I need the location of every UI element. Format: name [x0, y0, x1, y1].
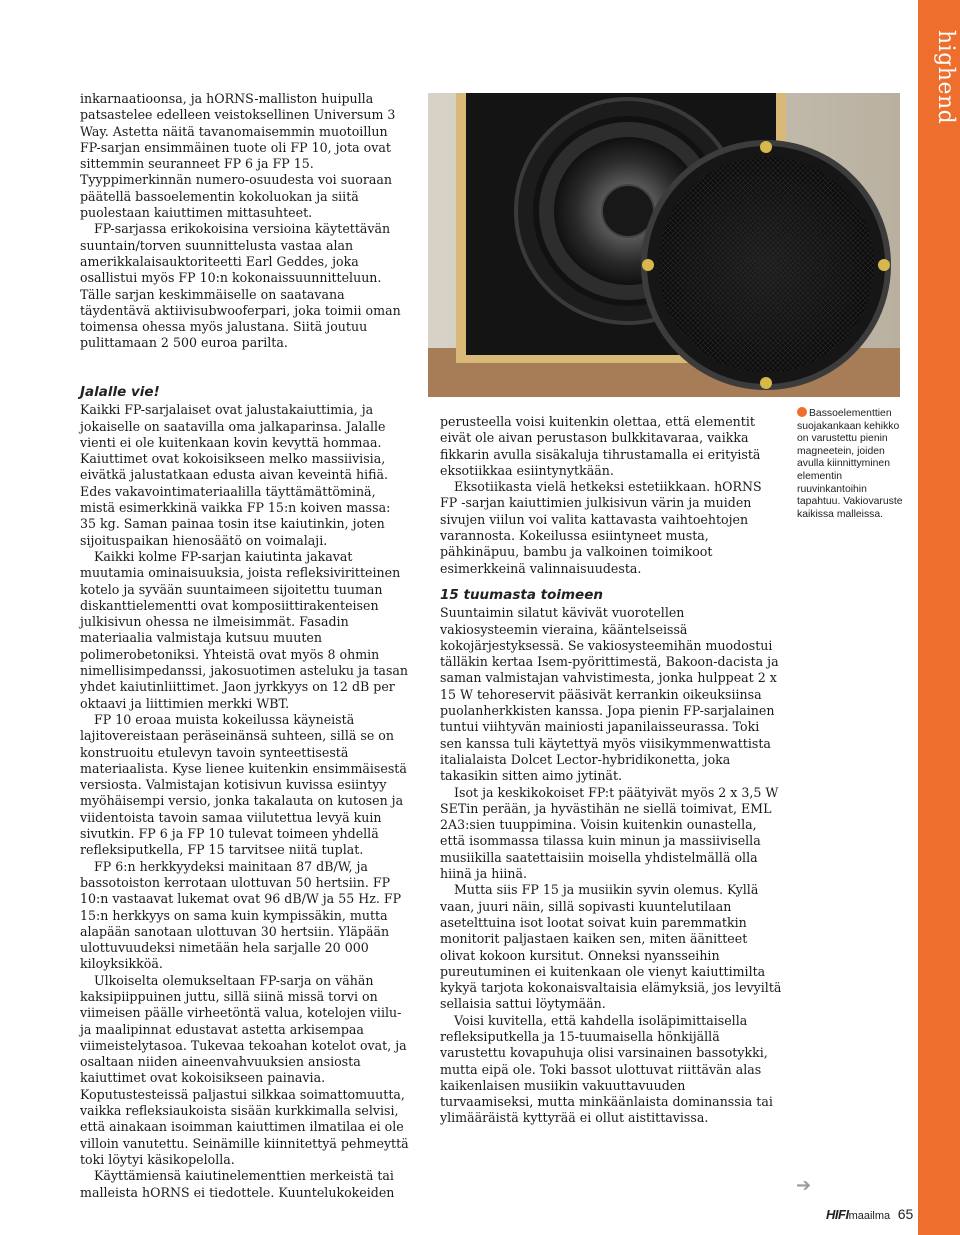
- continue-arrow-icon: ➔: [796, 1175, 812, 1196]
- article-column-right: [440, 414, 782, 1127]
- grille-magnet: [878, 259, 890, 271]
- paragraph: FP-sarjassa erikokoisina versioina käytettävän suuntain/torven suunnittelusta vastaa alan amerikkalaisauktoriteetti Earl Geddes, joka osallistui myös FP 10:n kokonaissuunnitteluun. Tälle sarjan keskimmäiselle on saatavana täydentävä aktiivisubwooferpari, joka toimii oman toimensa ohessa myös jalustana. Siitä joutuu pulittamaan 2 500 euroa parilta.: [80, 221, 401, 351]
- article-column-top: [80, 91, 410, 352]
- subheading: 15 tuumasta toimeen: [440, 586, 603, 603]
- magazine-logo-maailma: maailma: [848, 1210, 891, 1222]
- page-number: 65: [897, 1206, 914, 1222]
- paragraph: perusteella voisi kuitenkin olettaa, että elementit eivät ole aivan perustason bulkkitavaraa, vaikka fikkarin avulla sisäkaluja tihrustamalla ei erityistä eksotiikkaa esiintynytkään.: [440, 414, 761, 478]
- paragraph: Kaikki kolme FP-sarjan kaiutinta jakavat muutamia ominaisuuksia, joista refleksiviritteinen kotelo ja syvään suuntaimeen sijoitettu tuuman diskanttielementti ovat komposiittirakenteisen julkisivun ohessa ne ilmeisimmät. Fasadin materiaalia valmistaja kutsuu muuten polimerobetoniksi. Yhteistä ovat myös 8 ohmin nimellisimpedanssi, jakosuotimen asteluku ja tasan yhdet kaiutinliittimet. Jaon jyrkkyys on 12 dB per oktaavi ja liittimien merkki WBT.: [80, 548, 409, 711]
- magazine-logo-hifi: HIFI: [826, 1207, 849, 1222]
- grille-magnet: [642, 259, 654, 271]
- caption-text: Bassoelementtien suojakankaan kehikko on varustettu pienin magneetein, joiden avulla kiinnittyminen elementin ruuvinkantoihin tapahtuu. Vakiovaruste kaikissa malleissa.: [797, 408, 903, 520]
- photo-caption: [797, 407, 909, 521]
- paragraph: FP 10 eroaa muista kokeilussa käyneistä lajitovereistaan peräseinänsä suhteen, sillä se on konstruoitu etulevyn tavoin synteettisestä materiaalista. Kyse lienee kuitenkin ensimmäisestä versiosta. Valmistajan kotisivun kuvissa esiintyy myöhäisempi versio, jonka takalauta on kutosen ja viidentoista tavoin samaa viilutettua levyä kuin sivutkin. FP 6 ja FP 10 tulevat toimeen yhdellä refleksiputkella, FP 15 tarvitsee niitä tuplat.: [80, 711, 407, 858]
- paragraph: Ulkoiselta olemukseltaan FP-sarja on vähän kaksipiippuinen juttu, sillä siinä missä torvi on viimeisen päälle virheetöntä valua, kotelojen viilu- ja maalipinnat edustavat astetta arkisempaa viimeistelytasoa. Tukevaa tekoahan kotelot ovat, ja osaltaan niiden aineenvahvuuksien ansiosta kaiuttimet ovat kokoisikseen painavia. Koputustesteissä paljastui silkkaa soimattomuutta, vaikka refleksiaukoista sisään kurkkimalla selvisi, että ainakaan isoimman kaiuttimen ilmatilaa ei ole villoin vanutettu. Seinämille kiinnitettyä pehmeyttä toki löytyi käsikopelolla.: [80, 972, 409, 1167]
- article-column-left: [80, 374, 410, 1201]
- grille-magnet: [760, 141, 772, 153]
- grille-mesh: [658, 157, 874, 373]
- subheading: Jalalle vie!: [80, 384, 160, 400]
- paragraph: Kaikki FP-sarjalaiset ovat jalustakaiuttimia, ja jokaiselle on saatavilla oma jalkaparinsa. Jalalle vienti ei ole kuitenkaan kovin kevyttä hommaa. Kaiuttimet ovat kokoisikseen melko massiivisia, eivätkä jalustatkaan edusta aivan keveintä hifiä. Edes vakavointimateriaalilla täyttämättöminä, mistä esimerkkinä vaikka FP 15:n koiven massa: 35 kg. Saman painaa tosin itse kaiutinkin, joten sijoituspaikan hienosäätö on voimalaji.: [80, 402, 391, 548]
- paragraph: FP 6:n herkkyydeksi mainitaan 87 dB/W, ja bassotoiston kerrotaan ulottuvan 50 hertsiin. FP 10:n vastaavat lukemat ovat 96 dB/W ja 55 Hz. FP 15:n herkkyys on sama kuin kympissäkin, mutta alapään sanotaan ulottuvan 30 hertsiin. Yläpään ulottuvuudeksi nimetään hela sarjalle 20 000 kiloyksikköä.: [80, 858, 402, 972]
- paragraph: Eksotiikasta vielä hetkeksi estetiikkaan. hORNS FP -sarjan kaiuttimien julkisivun värin ja muiden sivujen viilun voi valita kattavasta vaihtoehtojen varannosta. Kokeilussa esiintyneet musta, pähkinäpuu, bambu ja valkoinen toimikoot esimerkkeinä valinnaisuudesta.: [440, 479, 762, 576]
- speaker-illustration: [428, 93, 900, 397]
- section-tab-label: highend: [933, 30, 958, 125]
- paragraph: Käyttämiensä kaiutinelementtien merkeistä tai malleista hORNS ei tiedottele. Kuuntelukokeiden: [80, 1168, 395, 1200]
- paragraph: Voisi kuvitella, että kahdella isoläpimittaisella refleksiputkella ja 15-tuumaisella hönkijällä varustettu kovapuhuja olisi varsinainen bassotykki, mutta eipä ole. Toki bassot ulottuvat riittävän alas kaikenlaisen musiikin vakuuttavuuden turvaamiseksi, mutta minkäänlaista dominanssia tai ylimääräistä kyttyrää ei ollut aistittavissa.: [440, 1012, 773, 1126]
- page-footer: [826, 1206, 913, 1222]
- grille-magnet: [760, 377, 772, 389]
- woofer-dustcap: [602, 185, 654, 237]
- paragraph: Suuntaimin silatut kävivät vuorotellen vakiosysteemin vieraina, kääntelseissä kokojärjestyksessä. Se vakiosysteemihän muodostui tälläkin kertaa Isem-pyörittimestä, Bakoon-dacista ja saman valmistajan vahvistimesta, jonka hulppeat 2 x 15 W tehoreservit pääsivät kerrankin oikeuksiinsa puolanherkkisten kanssa. Jopa pienin FP-sarjalainen tuntui viihtyvän mainiosti japanilaisseurassa. Toki sen kanssa tuli käytettyä myös viisikymmenwattista italialaista Dolcet Lector-hybridikonetta, joka takasikin sitten aimo jytinät.: [440, 605, 779, 784]
- paragraph: Mutta siis FP 15 ja musiikin syvin olemus. Kyllä vaan, juuri näin, sillä sopivasti kuuntelutilaan asetelttuina isot lootat soivat kuin paremmatkin monitorit paljastaen kaiken sen, miten äänitteet olivat kokoon kursitut. Onneksi nyansseihin pureutuminen ei kuitenkaan ole vienyt kaiuttimilta kykyä tarjota kokonaisvaltaisia elämyksiä, jos levyiltä sellaisia sattui löytymään.: [440, 882, 782, 1012]
- paragraph: Isot ja keskikokoiset FP:t päätyivät myös 2 x 3,5 W SETin perään, ja hyvästihän ne siellä toimivat, EML 2A3:sien tuuppimina. Voisin kuitenkin ounastella, että isommassa tilassa kuin minun ja massiivisella musiikilla saatettaisiin moisella yhdistelmällä olla hiinä ja hiinä.: [440, 784, 779, 882]
- section-tab: [918, 0, 960, 1235]
- caption-bullet-icon: [797, 407, 807, 417]
- speaker-photo: [428, 93, 900, 397]
- paragraph: inkarnaatioonsa, ja hORNS-malliston huipulla patsastelee edelleen veistoksellinen Universum 3 Way. Astetta näitä tavanomaisemmin muotoillun FP-sarjan ensimmäinen tuote oli FP 10, jota ovat sittemmin seuranneet FP 6 ja FP 15. Tyyppimerkinnän numero-osuudesta voi suoraan päätellä bassoelementin kokoluokan ja siitä puolestaan kaiuttimen mittasuhteet.: [80, 91, 396, 221]
